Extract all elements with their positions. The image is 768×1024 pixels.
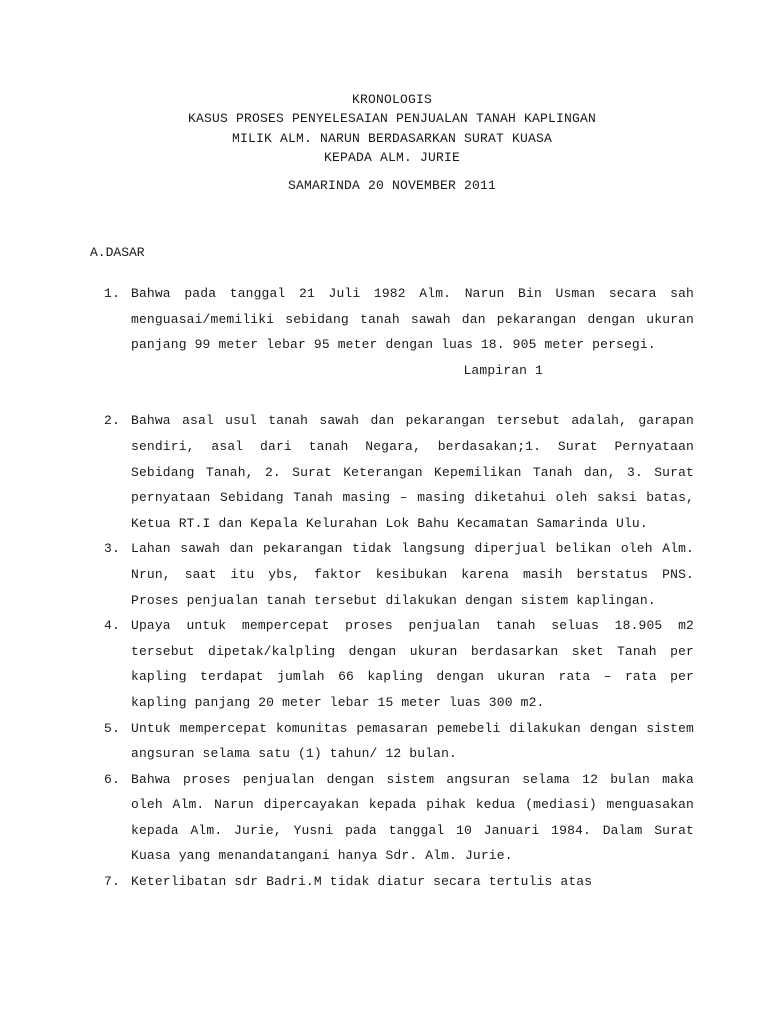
item-number: 4. — [104, 618, 120, 634]
item-number: 7. — [104, 874, 120, 890]
list-item — [104, 869, 694, 895]
title-line-1: KRONOLOGIS — [351, 92, 432, 107]
item-text: Upaya untuk mempercepat proses penjualan tanah seluas 18.905 m2 tersebut dipetak/kalpling dengan ukuran berdasarkan sket Tanah per kapling terdapat jumlah 66 kapling dengan ukuran rata – rata per kapling panjang 20 meter lebar 15 meter luas 300 m2. — [131, 618, 694, 710]
title-line-3: MILIK ALM. NARUN BERDASARKAN SURAT KUASA — [231, 130, 553, 146]
item-text: Untuk mempercepat komunitas pemasaran pemebeli dilakukan dengan sistem angsuran selama satu (1) tahun/ 12 bulan. — [131, 720, 694, 762]
numbered-list — [104, 281, 694, 895]
item-text: Bahwa proses penjualan dengan sistem angsuran selama 12 bulan maka oleh Alm. Narun dipercayakan kepada pihak kedua (mediasi) menguasakan kepada Alm. Jurie, Yusni pada tanggal 10 Januari 1984. Dalam Surat Kuasa yang menandatangani hanya Sdr. Alm. Jurie. — [131, 771, 694, 864]
list-item — [104, 408, 694, 536]
list-item — [104, 716, 694, 767]
date-line: SAMARINDA 20 NOVEMBER 2011 — [287, 178, 497, 193]
item-number: 5. — [104, 720, 120, 736]
title-line-2: KASUS PROSES PENYELESAIAN PENJUALAN TANAH KAPLINGAN — [187, 111, 597, 127]
list-item — [104, 613, 694, 715]
item-text: Lahan sawah dan pekarangan tidak langsung diperjual belikan oleh Alm. Nrun, saat itu ybs, faktor kesibukan karena masih berstatus PNS. Proses penjualan tanah tersebut dilakukan dengan sistem kaplingan. — [131, 541, 694, 608]
item-text: Keterlibatan sdr Badri.M tidak diatur secara tertulis atas — [131, 874, 593, 890]
item-text: Bahwa asal usul tanah sawah dan pekarangan tersebut adalah, garapan sendiri, asal dari tanah Negara, berdasakan;1. Surat Pernyataan Sebidang Tanah, 2. Surat Keterangan Kepemilikan Tanah dan, 3. Surat pernyataan Sebidang Tanah masing – masing diketahui oleh saksi batas, Ketua RT.I dan Kepala Kelurahan Lok Bahu Kecamatan Samarinda Ulu. — [131, 413, 694, 531]
item-number: 6. — [104, 771, 120, 787]
title-line-4: KEPADA ALM. JURIE — [323, 149, 461, 165]
section-heading: A.DASAR — [90, 245, 145, 260]
list-item — [104, 281, 694, 383]
item-text: Bahwa pada tanggal 21 Juli 1982 Alm. Narun Bin Usman secara sah menguasai/memiliki sebidang tanah sawah dan pekarangan dengan ukuran panjang 99 meter lebar 95 meter dengan luas 18. 905 meter persegi. — [131, 286, 694, 353]
item-number: 3. — [104, 541, 120, 557]
document-title — [0, 90, 768, 167]
attachment-note: Lampiran 1 — [463, 362, 543, 378]
list-item — [104, 767, 694, 869]
list-item — [104, 536, 694, 613]
item-number: 2. — [104, 413, 120, 429]
item-number: 1. — [104, 286, 120, 301]
